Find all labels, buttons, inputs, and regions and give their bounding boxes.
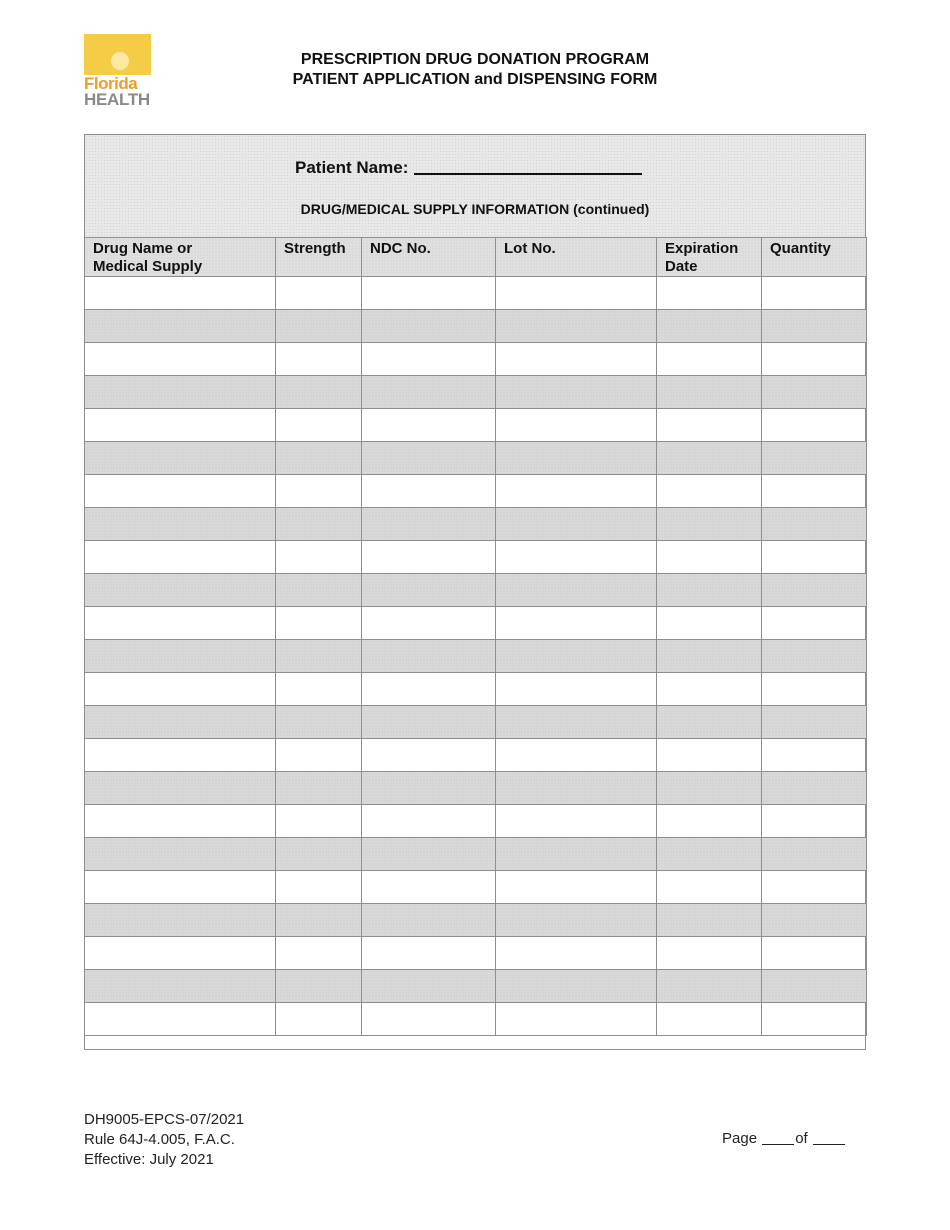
strength-cell[interactable]: [276, 310, 362, 343]
table-row: [85, 970, 867, 1003]
table-row: [85, 937, 867, 970]
strength-cell[interactable]: [276, 838, 362, 871]
drug-name-cell[interactable]: [85, 310, 276, 343]
table-row: [85, 310, 867, 343]
drug-name-cell[interactable]: [85, 871, 276, 904]
drug-name-cell[interactable]: [85, 607, 276, 640]
drug-name-cell[interactable]: [85, 706, 276, 739]
ndc-cell[interactable]: [362, 310, 496, 343]
drug-name-cell[interactable]: [85, 376, 276, 409]
expiration-cell[interactable]: [657, 970, 762, 1003]
ndc-cell[interactable]: [362, 706, 496, 739]
ndc-cell[interactable]: [362, 574, 496, 607]
strength-cell[interactable]: [276, 706, 362, 739]
column-header-ndc: NDC No.: [362, 238, 496, 277]
lot-cell[interactable]: [496, 508, 657, 541]
drug-name-cell[interactable]: [85, 772, 276, 805]
lot-cell[interactable]: [496, 541, 657, 574]
strength-cell[interactable]: [276, 574, 362, 607]
lot-cell[interactable]: [496, 871, 657, 904]
section-title: DRUG/MEDICAL SUPPLY INFORMATION (continued): [300, 201, 650, 217]
quantity-cell[interactable]: [762, 838, 867, 871]
quantity-cell[interactable]: [762, 409, 867, 442]
quantity-cell[interactable]: [762, 739, 867, 772]
ndc-cell[interactable]: [362, 475, 496, 508]
ndc-cell[interactable]: [362, 277, 496, 310]
title-line-1: PRESCRIPTION DRUG DONATION PROGRAM: [300, 51, 650, 68]
drug-name-cell[interactable]: [85, 508, 276, 541]
drug-name-cell[interactable]: [85, 343, 276, 376]
drug-name-cell[interactable]: [85, 277, 276, 310]
ndc-cell[interactable]: [362, 409, 496, 442]
table-row: [85, 376, 867, 409]
title-line-2: PATIENT APPLICATION and DISPENSING FORM: [292, 71, 658, 88]
ndc-cell[interactable]: [362, 805, 496, 838]
column-header-lot: Lot No.: [496, 238, 657, 277]
expiration-cell[interactable]: [657, 706, 762, 739]
strength-cell[interactable]: [276, 937, 362, 970]
table-row: [85, 640, 867, 673]
lot-cell[interactable]: [496, 607, 657, 640]
expiration-cell[interactable]: [657, 607, 762, 640]
page-number-field: [722, 1130, 846, 1147]
quantity-cell[interactable]: [762, 673, 867, 706]
drug-name-cell[interactable]: [85, 541, 276, 574]
ndc-cell[interactable]: [362, 871, 496, 904]
ndc-cell[interactable]: [362, 739, 496, 772]
lot-cell[interactable]: [496, 772, 657, 805]
table-row: [85, 574, 867, 607]
lot-cell[interactable]: [496, 970, 657, 1003]
expiration-cell[interactable]: [657, 1003, 762, 1036]
table-row: [85, 409, 867, 442]
florida-health-logo: [84, 34, 152, 110]
form-code: DH9005-EPCS-07/2021: [84, 1111, 245, 1128]
ndc-cell[interactable]: [362, 772, 496, 805]
sun-disc-icon: [111, 52, 129, 70]
drug-name-cell[interactable]: [85, 1003, 276, 1036]
quantity-cell[interactable]: [762, 277, 867, 310]
lot-cell[interactable]: [496, 805, 657, 838]
strength-cell[interactable]: [276, 805, 362, 838]
ndc-cell[interactable]: [362, 673, 496, 706]
drug-name-cell[interactable]: [85, 673, 276, 706]
quantity-cell[interactable]: [762, 706, 867, 739]
strength-cell[interactable]: [276, 607, 362, 640]
rule-reference: Rule 64J-4.005, F.A.C.: [84, 1131, 235, 1148]
table-row: [85, 508, 867, 541]
expiration-cell[interactable]: [657, 739, 762, 772]
lot-cell[interactable]: [496, 937, 657, 970]
ndc-cell[interactable]: [362, 1003, 496, 1036]
lot-cell[interactable]: [496, 574, 657, 607]
lot-cell[interactable]: [496, 409, 657, 442]
table-row: [85, 904, 867, 937]
ndc-cell[interactable]: [362, 376, 496, 409]
strength-cell[interactable]: [276, 640, 362, 673]
strength-cell[interactable]: [276, 475, 362, 508]
lot-cell[interactable]: [496, 1003, 657, 1036]
form-header-band: [85, 135, 865, 238]
table-row: [85, 871, 867, 904]
table-row: [85, 838, 867, 871]
of-label: of: [795, 1130, 808, 1147]
expiration-cell[interactable]: [657, 805, 762, 838]
drug-name-cell[interactable]: [85, 442, 276, 475]
ndc-cell[interactable]: [362, 442, 496, 475]
quantity-cell[interactable]: [762, 805, 867, 838]
lot-cell[interactable]: [496, 640, 657, 673]
drug-name-cell[interactable]: [85, 574, 276, 607]
patient-name-label: Patient Name:: [295, 158, 409, 177]
form-footer: [84, 1110, 244, 1170]
quantity-cell[interactable]: [762, 772, 867, 805]
logo-health-text: HEALTH: [84, 90, 150, 109]
ndc-cell[interactable]: [362, 541, 496, 574]
expiration-cell[interactable]: [657, 442, 762, 475]
quantity-cell[interactable]: [762, 970, 867, 1003]
strength-cell[interactable]: [276, 376, 362, 409]
effective-date: Effective: July 2021: [84, 1151, 214, 1168]
table-row: [85, 772, 867, 805]
expiration-cell[interactable]: [657, 310, 762, 343]
ndc-cell[interactable]: [362, 508, 496, 541]
quantity-cell[interactable]: [762, 904, 867, 937]
expiration-cell[interactable]: [657, 838, 762, 871]
quantity-cell[interactable]: [762, 343, 867, 376]
lot-cell[interactable]: [496, 310, 657, 343]
patient-name-field[interactable]: [414, 159, 642, 175]
logo-florida-text: Florida: [84, 74, 138, 93]
ndc-cell[interactable]: [362, 970, 496, 1003]
ndc-cell[interactable]: [362, 607, 496, 640]
quantity-cell[interactable]: [762, 607, 867, 640]
lot-cell[interactable]: [496, 739, 657, 772]
quantity-cell[interactable]: [762, 871, 867, 904]
strength-cell[interactable]: [276, 409, 362, 442]
column-header-drug-name: Drug Name or Medical Supply: [85, 238, 276, 277]
quantity-cell[interactable]: [762, 937, 867, 970]
table-header-row: [85, 238, 867, 277]
ndc-cell[interactable]: [362, 343, 496, 376]
lot-cell[interactable]: [496, 277, 657, 310]
expiration-cell[interactable]: [657, 640, 762, 673]
quantity-cell[interactable]: [762, 541, 867, 574]
lot-cell[interactable]: [496, 673, 657, 706]
drug-name-cell[interactable]: [85, 838, 276, 871]
table-row: [85, 673, 867, 706]
table-row: [85, 706, 867, 739]
table-row: [85, 475, 867, 508]
expiration-cell[interactable]: [657, 541, 762, 574]
expiration-cell[interactable]: [657, 475, 762, 508]
ndc-cell[interactable]: [362, 904, 496, 937]
expiration-cell[interactable]: [657, 277, 762, 310]
strength-cell[interactable]: [276, 277, 362, 310]
strength-cell[interactable]: [276, 673, 362, 706]
table-row: [85, 739, 867, 772]
quantity-cell[interactable]: [762, 508, 867, 541]
drug-name-cell[interactable]: [85, 739, 276, 772]
lot-cell[interactable]: [496, 838, 657, 871]
patient-name-row: [295, 158, 642, 178]
table-row: [85, 343, 867, 376]
quantity-cell[interactable]: [762, 442, 867, 475]
lot-cell[interactable]: [496, 376, 657, 409]
drug-name-cell[interactable]: [85, 640, 276, 673]
quantity-cell[interactable]: [762, 310, 867, 343]
expiration-cell[interactable]: [657, 343, 762, 376]
drug-name-cell[interactable]: [85, 805, 276, 838]
drug-name-cell[interactable]: [85, 937, 276, 970]
ndc-cell[interactable]: [362, 640, 496, 673]
table-row: [85, 607, 867, 640]
column-header-expiration: Expiration Date: [657, 238, 762, 277]
strength-cell[interactable]: [276, 343, 362, 376]
quantity-cell[interactable]: [762, 376, 867, 409]
table-row: [85, 805, 867, 838]
expiration-cell[interactable]: [657, 376, 762, 409]
lot-cell[interactable]: [496, 706, 657, 739]
table-row: [85, 1003, 867, 1036]
drug-name-cell[interactable]: [85, 475, 276, 508]
strength-cell[interactable]: [276, 739, 362, 772]
expiration-cell[interactable]: [657, 673, 762, 706]
expiration-cell[interactable]: [657, 772, 762, 805]
table-body: [85, 277, 867, 1036]
quantity-cell[interactable]: [762, 574, 867, 607]
lot-cell[interactable]: [496, 475, 657, 508]
column-header-strength: Strength: [276, 238, 362, 277]
strength-cell[interactable]: [276, 1003, 362, 1036]
ndc-cell[interactable]: [362, 937, 496, 970]
expiration-cell[interactable]: [657, 508, 762, 541]
strength-cell[interactable]: [276, 904, 362, 937]
document-title: [190, 50, 760, 90]
page-label: Page: [722, 1130, 758, 1147]
quantity-cell[interactable]: [762, 475, 867, 508]
lot-cell[interactable]: [496, 904, 657, 937]
lot-cell[interactable]: [496, 442, 657, 475]
strength-cell[interactable]: [276, 970, 362, 1003]
column-header-quantity: Quantity: [762, 238, 867, 277]
strength-cell[interactable]: [276, 442, 362, 475]
lot-cell[interactable]: [496, 343, 657, 376]
table-row: [85, 277, 867, 310]
expiration-cell[interactable]: [657, 871, 762, 904]
page-number-blank[interactable]: [762, 1130, 794, 1145]
drug-name-cell[interactable]: [85, 409, 276, 442]
strength-cell[interactable]: [276, 871, 362, 904]
page-total-blank[interactable]: [813, 1130, 845, 1145]
table-row: [85, 541, 867, 574]
strength-cell[interactable]: [276, 508, 362, 541]
ndc-cell[interactable]: [362, 838, 496, 871]
table-row: [85, 442, 867, 475]
drug-supply-table: [84, 237, 867, 1036]
quantity-cell[interactable]: [762, 640, 867, 673]
expiration-cell[interactable]: [657, 574, 762, 607]
strength-cell[interactable]: [276, 541, 362, 574]
expiration-cell[interactable]: [657, 409, 762, 442]
drug-name-cell[interactable]: [85, 904, 276, 937]
quantity-cell[interactable]: [762, 1003, 867, 1036]
strength-cell[interactable]: [276, 772, 362, 805]
expiration-cell[interactable]: [657, 937, 762, 970]
expiration-cell[interactable]: [657, 904, 762, 937]
drug-name-cell[interactable]: [85, 970, 276, 1003]
drug-supply-form: [84, 134, 866, 1050]
